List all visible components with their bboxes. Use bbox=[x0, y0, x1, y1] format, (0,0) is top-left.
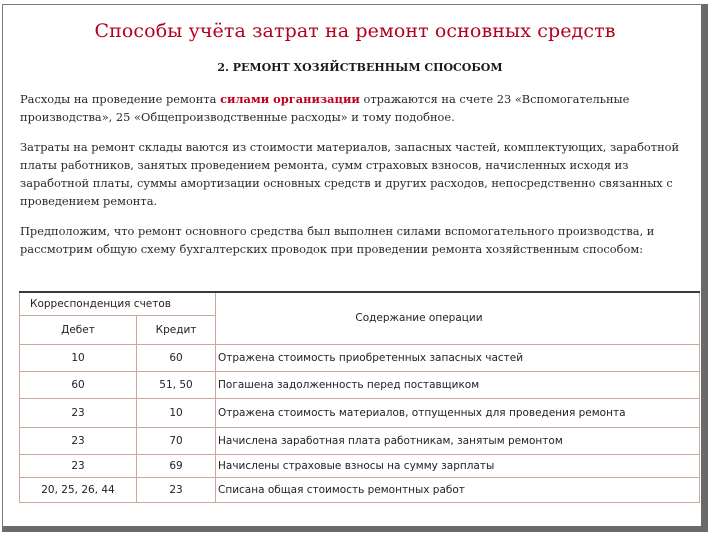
row-operation: Отражена стоимость приобретенных запасных частей bbox=[216, 344, 700, 371]
table-row bbox=[20, 477, 700, 502]
header-correspondence: Корреспонденция счетов bbox=[20, 292, 216, 315]
header-debit: Дебет bbox=[20, 315, 137, 344]
slide-title: Способы учёта затрат на ремонт основных средств bbox=[94, 20, 616, 42]
table-row bbox=[20, 427, 700, 454]
header-operation: Содержание операции bbox=[216, 292, 700, 344]
paragraph-expenses-end: отражаются на счете 23 «Вспомогательные производства», 25 «Общепроизводственные расходы» и тому подобное. bbox=[20, 92, 630, 124]
row-credit: 10 bbox=[137, 398, 216, 427]
paragraph-expenses bbox=[20, 90, 690, 126]
row-debit: 60 bbox=[20, 371, 137, 398]
row-credit: 23 bbox=[137, 477, 216, 502]
row-credit: 60 bbox=[137, 344, 216, 371]
row-debit: 23 bbox=[20, 398, 137, 427]
row-credit: 51, 50 bbox=[137, 371, 216, 398]
section-subtitle: 2. РЕМОНТ ХОЗЯЙСТВЕННЫМ СПОСОБОМ bbox=[217, 61, 503, 74]
table-row bbox=[20, 371, 700, 398]
paragraph-expenses-start: Расходы на проведение ремонта bbox=[20, 92, 221, 106]
table-row bbox=[20, 454, 700, 477]
header-credit: Кредит bbox=[137, 315, 216, 344]
postings-table bbox=[19, 291, 700, 503]
row-debit: 23 bbox=[20, 454, 137, 477]
paragraph-expenses-highlight: силами организации bbox=[220, 92, 360, 106]
row-operation: Погашена задолженность перед поставщиком bbox=[216, 371, 700, 398]
row-debit: 10 bbox=[20, 344, 137, 371]
row-operation: Начислена заработная плата работникам, занятым ремонтом bbox=[216, 427, 700, 454]
row-debit: 20, 25, 26, 44 bbox=[20, 477, 137, 502]
row-debit: 23 bbox=[20, 427, 137, 454]
row-operation: Начислены страховые взносы на сумму зарплаты bbox=[216, 454, 700, 477]
table-header-row bbox=[20, 292, 700, 315]
paragraph-costs: Затраты на ремонт склады ваются из стоимости материалов, запасных частей, комплектующих, заработной платы работников, занятых проведением ремонта, сумм страховых взносов, начисленных исходя из заработной платы, суммы амортизации основных средств и других расходов, непосредственно связанных с проведением ремонта. bbox=[20, 140, 680, 208]
row-operation: Списана общая стоимость ремонтных работ bbox=[216, 477, 700, 502]
row-credit: 69 bbox=[137, 454, 216, 477]
paragraph-example: Предположим, что ремонт основного средства был выполнен силами вспомогательного производства, и рассмотрим общую схему бухгалтерских проводок при проведении ремонта хозяйственным способом: bbox=[20, 224, 655, 256]
table-row bbox=[20, 344, 700, 371]
row-operation: Отражена стоимость материалов, отпущенных для проведения ремонта bbox=[216, 398, 700, 427]
table-row bbox=[20, 398, 700, 427]
row-credit: 70 bbox=[137, 427, 216, 454]
